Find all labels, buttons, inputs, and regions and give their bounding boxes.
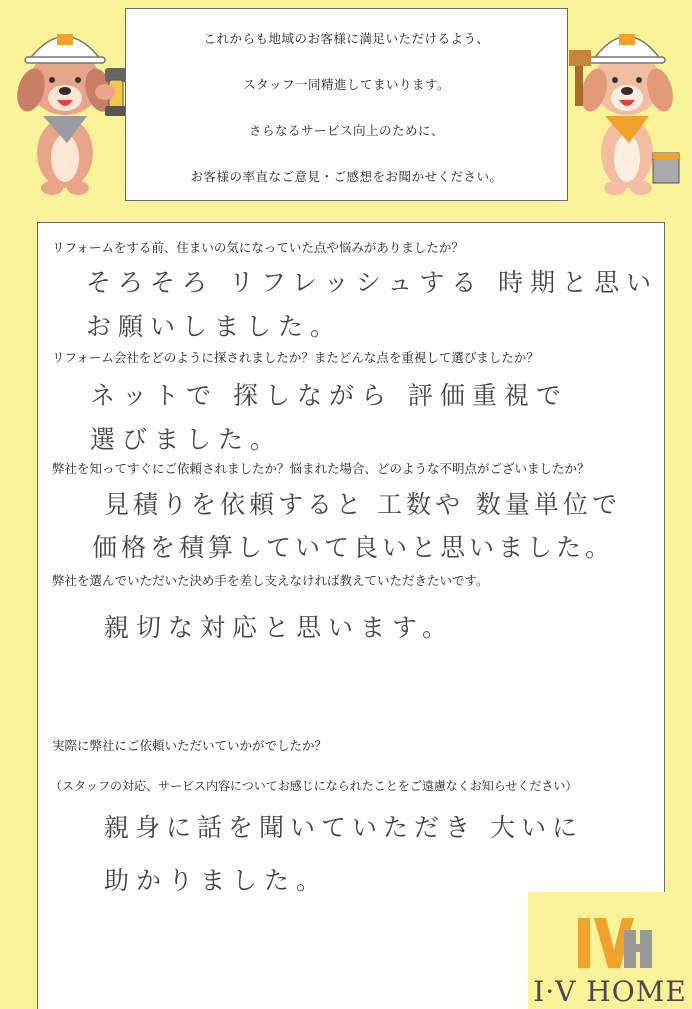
header-line-3: さらなるサービス向上のために、 xyxy=(248,123,444,138)
dog-with-paint-brush-icon xyxy=(565,8,692,198)
question-3: 弊社を知ってすぐにご依頼されましたか？悩まれた場合、どのような不明点がございましたか？ xyxy=(52,461,590,476)
answer-5-line-1: 親身に話を聞いていただき 大いに xyxy=(104,813,583,842)
header-line-4: お客様の率直なご意見・ご感想をお聞かせください。 xyxy=(190,169,503,184)
answer-1-line-1: そろそろ リフレッシュする 時期と思い xyxy=(86,268,659,297)
answer-1-line-2: お願いしました。 xyxy=(86,312,343,341)
question-1: リフォームをする前、住まいの気になっていた点や悩みがありましたか？ xyxy=(52,240,464,255)
answer-4-line-1: 親切な対応と思います。 xyxy=(104,613,455,642)
question-2: リフォーム会社をどのように探されましたか？またどんな点を重視して選びましたか？ xyxy=(52,350,539,365)
answer-3-line-2: 価格を積算していて良いと思いました。 xyxy=(92,533,615,562)
header-message-box xyxy=(125,8,568,201)
answer-2-line-1: ネットで 探しながら 評価重視で xyxy=(90,381,568,410)
answer-2-line-2: 選びました。 xyxy=(90,425,283,454)
header-line-2: スタッフ一同精進してまいります。 xyxy=(242,77,450,92)
logo-text: I·V HOME xyxy=(533,975,687,1008)
ivh-logo-icon xyxy=(576,910,654,970)
survey-form xyxy=(37,222,665,1009)
answer-5-line-2: 助かりました。 xyxy=(104,866,329,895)
answer-3-line-1: 見積りを依頼すると 工数や 数量単位で xyxy=(104,490,621,519)
header-line-1: これからも地域のお客様に満足いただけるよう、 xyxy=(203,31,490,46)
question-5-note: （スタッフの対応、サービス内容についてお感じになられたことをご遠慮なくお知らせください） xyxy=(50,779,578,793)
question-5: 実際に弊社にご依頼いただいていかがでしたか？ xyxy=(52,738,328,753)
question-4: 弊社を選んでいただいた決め手を差し支えなければ教えていただきたいです。 xyxy=(52,573,489,588)
company-logo xyxy=(528,892,692,1009)
